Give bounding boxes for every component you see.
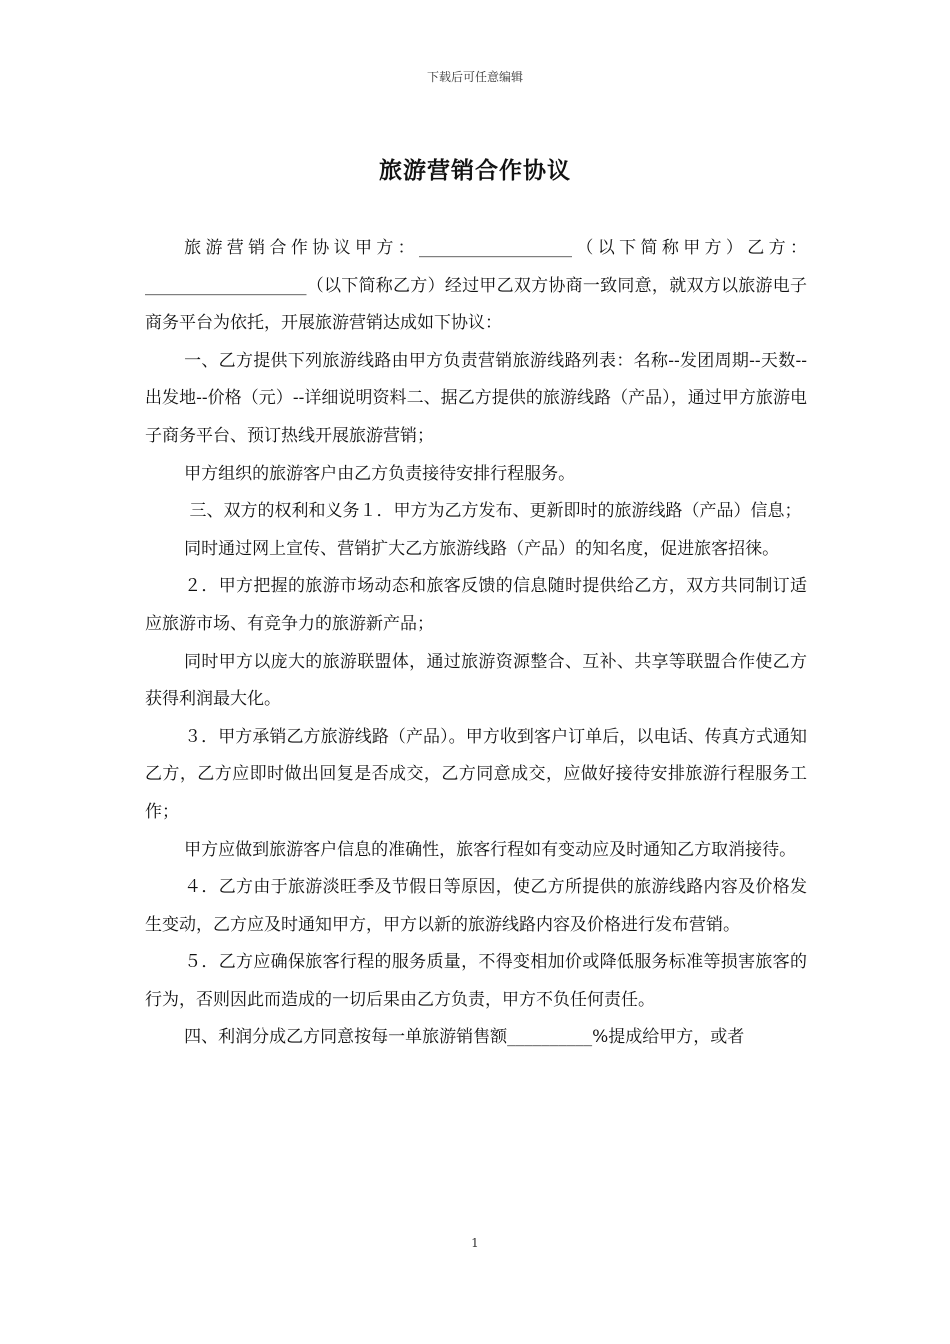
document-body bbox=[145, 230, 807, 1057]
page-number: 1 bbox=[471, 1236, 479, 1250]
document-title: 旅游营销合作协议 bbox=[379, 157, 571, 184]
page-header-note: 下载后可任意编辑 bbox=[426, 70, 523, 84]
paragraph-item-3-cont: 甲方应做到旅游客户信息的准确性，旅客行程如有变动应及时通知乙方取消接待。 bbox=[184, 839, 797, 860]
paragraph-clause-3: 三、双方的权利和义务１．甲方为乙方发布、更新即时的旅游线路（产品）信息； bbox=[184, 501, 802, 522]
paragraph-clause-1-cont: 甲方组织的旅游客户由乙方负责接待安排行程服务。 bbox=[184, 463, 576, 484]
paragraph-clause-4: 四、利润分成乙方同意按每一单旅游销售额__________%提成给甲方，或者 bbox=[184, 1027, 745, 1048]
paragraph-parties: 旅游营销合作协议甲方：__________________（以下简称甲方）乙方：___________________（以下简称乙方）经过甲乙双方协商一致同意，就双方以旅游电子商务平台为依托，开展旅游营销达成如下协议： bbox=[145, 238, 807, 334]
paragraph-item-3: ３．甲方承销乙方旅游线路（产品）。甲方收到客户订单后，以电话、传真方式通知乙方，乙方应即时做出回复是否成交，乙方同意成交，应做好接待安排旅游行程服务工作； bbox=[145, 726, 807, 822]
paragraph-item-2: ２．甲方把握的旅游市场动态和旅客反馈的信息随时提供给乙方，双方共同制订适应旅游市场、有竞争力的旅游新产品； bbox=[145, 576, 807, 634]
paragraph-item-4: ４．乙方由于旅游淡旺季及节假日等原因，使乙方所提供的旅游线路内容及价格发生变动，乙方应及时通知甲方，甲方以新的旅游线路内容及价格进行发布营销。 bbox=[145, 877, 807, 935]
paragraph-clause-1: 一、乙方提供下列旅游线路由甲方负责营销旅游线路列表：名称--发团周期--天数--出发地--价格（元）--详细说明资料二、据乙方提供的旅游线路（产品），通过甲方旅游电子商务平台、预订热线开展旅游营销； bbox=[145, 350, 807, 446]
paragraph-item-5: ５．乙方应确保旅客行程的服务质量，不得变相加价或降低服务标准等损害旅客的行为，否则因此而造成的一切后果由乙方负责，甲方不负任何责任。 bbox=[145, 952, 807, 1010]
paragraph-clause-3-cont: 同时通过网上宣传、营销扩大乙方旅游线路（产品）的知名度，促进旅客招徕。 bbox=[184, 538, 780, 559]
paragraph-item-2-cont: 同时甲方以庞大的旅游联盟体，通过旅游资源整合、互补、共享等联盟合作使乙方获得利润最大化。 bbox=[145, 651, 807, 710]
